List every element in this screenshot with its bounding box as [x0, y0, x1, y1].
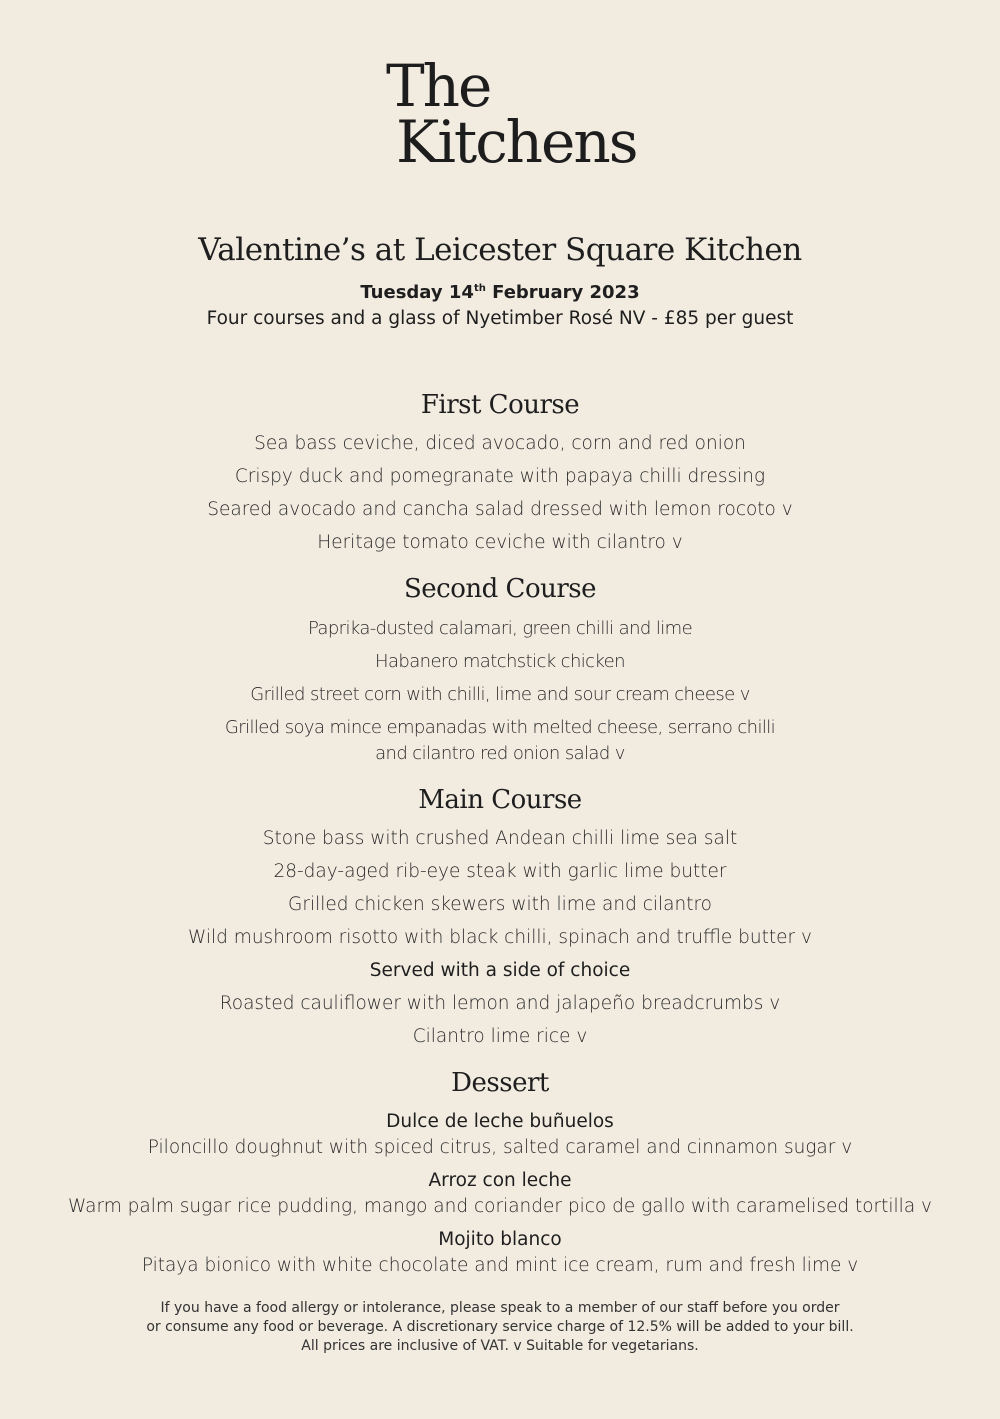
dessert-item-2-name: Arroz con leche — [428, 1170, 572, 1191]
dessert-item-2-desc: Warm palm sugar rice pudding, mango and coriander pico de gallo with caramelised tortilla v — [68, 1196, 932, 1217]
dessert-item-1-desc: Piloncillo doughnut with spiced citrus, salted caramel and cinnamon sugar v — [147, 1137, 853, 1158]
second-course-item-2: Habanero matchstick chicken — [375, 651, 625, 672]
dessert-item-1-name: Dulce de leche buñuelos — [386, 1111, 614, 1132]
second-course-item-3: Grilled street corn with chilli, lime and sour cream cheese v — [250, 684, 750, 705]
main-course-item-1: Stone bass with crushed Andean chilli lime sea salt — [262, 828, 738, 849]
first-course-heading: First Course — [420, 390, 580, 420]
second-course-item-4-cont: and cilantro red onion salad v — [375, 743, 625, 764]
date-prefix: Tuesday 14 — [360, 282, 474, 303]
main-course-item-2: 28-day-aged rib-eye steak with garlic lime butter — [273, 861, 727, 882]
date-suffix: February 2023 — [485, 282, 640, 303]
first-course-item-3: Seared avocado and cancha salad dressed with lemon rocoto v — [207, 499, 793, 520]
side-item-2: Cilantro lime rice v — [412, 1026, 588, 1047]
second-course-item-4: Grilled soya mince empanadas with melted cheese, serrano chilli — [224, 717, 776, 738]
brand-logo — [386, 52, 637, 176]
logo-line-1: The — [386, 52, 491, 120]
footer-line-2: or consume any food or beverage. A discretionary service charge of 12.5% will be added to your bill. — [146, 1319, 854, 1335]
allergy-notice — [0, 1299, 1000, 1356]
second-course-heading: Second Course — [403, 574, 597, 604]
dessert-heading: Dessert — [451, 1068, 549, 1098]
event-date — [0, 282, 1000, 303]
menu-title: Valentine’s at Leicester Square Kitchen — [198, 232, 802, 268]
first-course-item-1: Sea bass ceviche, diced avocado, corn and red onion — [254, 433, 746, 454]
main-course-item-3: Grilled chicken skewers with lime and cilantro — [288, 894, 712, 915]
footer-line-3: All prices are inclusive of VAT. v Suitable for vegetarians. — [301, 1338, 699, 1354]
date-ordinal: th — [473, 283, 486, 294]
dessert-item-3-desc: Pitaya bionico with white chocolate and mint ice cream, rum and fresh lime v — [141, 1255, 859, 1276]
first-course-item-2: Crispy duck and pomegranate with papaya chilli dressing — [234, 466, 766, 487]
main-course-item-4: Wild mushroom risotto with black chilli, spinach and truffle butter v — [188, 927, 812, 948]
second-course-item-1: Paprika-dusted calamari, green chilli and lime — [307, 618, 693, 639]
main-course-heading: Main Course — [418, 785, 582, 815]
footer-line-1: If you have a food allergy or intolerance, please speak to a member of our staff before you order — [160, 1300, 840, 1316]
first-course-item-4: Heritage tomato ceviche with cilantro v — [317, 532, 683, 553]
offer-text: Four courses and a glass of Nyetimber Rosé NV - £85 per guest — [206, 308, 794, 329]
side-item-1: Roasted cauliflower with lemon and jalapeño breadcrumbs v — [219, 993, 781, 1014]
side-choice-heading: Served with a side of choice — [369, 960, 631, 981]
logo-line-2: Kitchens — [396, 108, 637, 176]
dessert-item-3-name: Mojito blanco — [438, 1229, 562, 1250]
